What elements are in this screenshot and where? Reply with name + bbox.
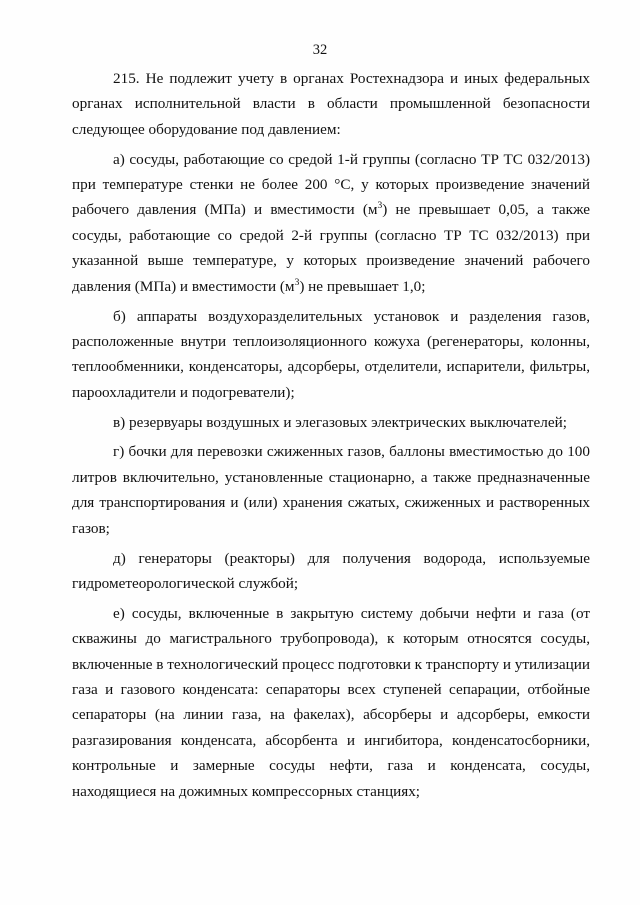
text-line: литров включительно, установленные стационарно, а также предназначенные [72,468,590,486]
text-line: включенные в технологический процесс подготовки к транспорту и утилизации [72,655,590,673]
text-line [72,197,590,222]
text-line: в) резервуары воздушных и элегазовых электрических выключателей; [113,413,567,431]
text-line: расположенные внутри теплоизоляционного кожуха (регенераторы, колонны, [72,332,590,350]
text-line: б) аппараты воздухоразделительных установок и разделения газов, [113,307,590,325]
text-line: при температуре стенки не более 200 °С, у которых произведение значений [72,176,590,194]
text-line: следующее оборудование под давлением: [72,120,341,138]
text-line: находящиеся на дожимных компрессорных станциях; [72,782,421,800]
text-line [72,274,590,299]
text-line: разгазирования конденсата, абсорбента и ингибитора, конденсатосборники, [72,731,590,749]
paragraph-215 [72,66,590,142]
text-line: сепараторы (на линии газа, на факелах), абсорберы и адсорберы, емкости [72,706,590,724]
superscript: 3 [294,277,300,288]
paragraph-item-a [72,147,590,299]
text-segment: рабочего давления (МПа) и вместимости (м [72,201,378,219]
text-line: скважины до магистрального трубопровода), к которым относятся сосуды, [72,630,590,648]
text-line: е) сосуды, включенные в закрытую систему добычи нефти и газа (от [113,604,590,622]
text-line: 215. Не подлежит учету в органах Ростехнадзора и иных федеральных [113,70,590,87]
text-line: для транспортирования и (или) хранения сжатых, сжиженных и растворенных [72,494,590,512]
text-line: контрольные и замерные сосуды нефти, газа и конденсата, сосуды, [72,757,590,775]
paragraph-item-e [72,601,590,804]
text-line: теплообменники, конденсаторы, адсорберы, отделители, испарители, фильтры, [72,358,590,376]
text-line: указанной выше температуре, у которых произведение значений рабочего [72,252,590,270]
text-line: г) бочки для перевозки сжиженных газов, баллоны вместимостью до 100 [113,443,590,461]
text-line: газов; [72,519,110,537]
text-segment: ) не превышает 1,0; [299,277,426,295]
paragraph-item-d [72,546,590,597]
text-line: а) сосуды, работающие со средой 1-й группы (согласно ТР ТС 032/2013) [113,150,590,168]
text-segment: ) не превышает 0,05, а также [382,201,590,219]
paragraph-item-b [72,304,590,406]
page-number: 32 [312,42,328,58]
text-line: газа и газового конденсата: сепараторы всех ступеней сепарации, отбойные [72,680,590,698]
text-line: органах исполнительной власти в области промышленной безопасности [72,95,590,113]
text-line: сосуды, работающие со средой 2-й группы (согласно ТР ТС 032/2013) при [72,226,590,244]
paragraph-item-g [72,439,590,541]
text-line: д) генераторы (реакторы) для получения водорода, используемые [113,549,590,567]
text-line: пароохладители и подогреватели); [72,383,295,401]
document-body [72,66,590,804]
text-line: гидрометеорологической службой; [72,574,299,592]
paragraph-item-v [72,410,590,435]
text-segment: давления (МПа) и вместимости (м [72,277,295,295]
superscript: 3 [377,201,383,212]
